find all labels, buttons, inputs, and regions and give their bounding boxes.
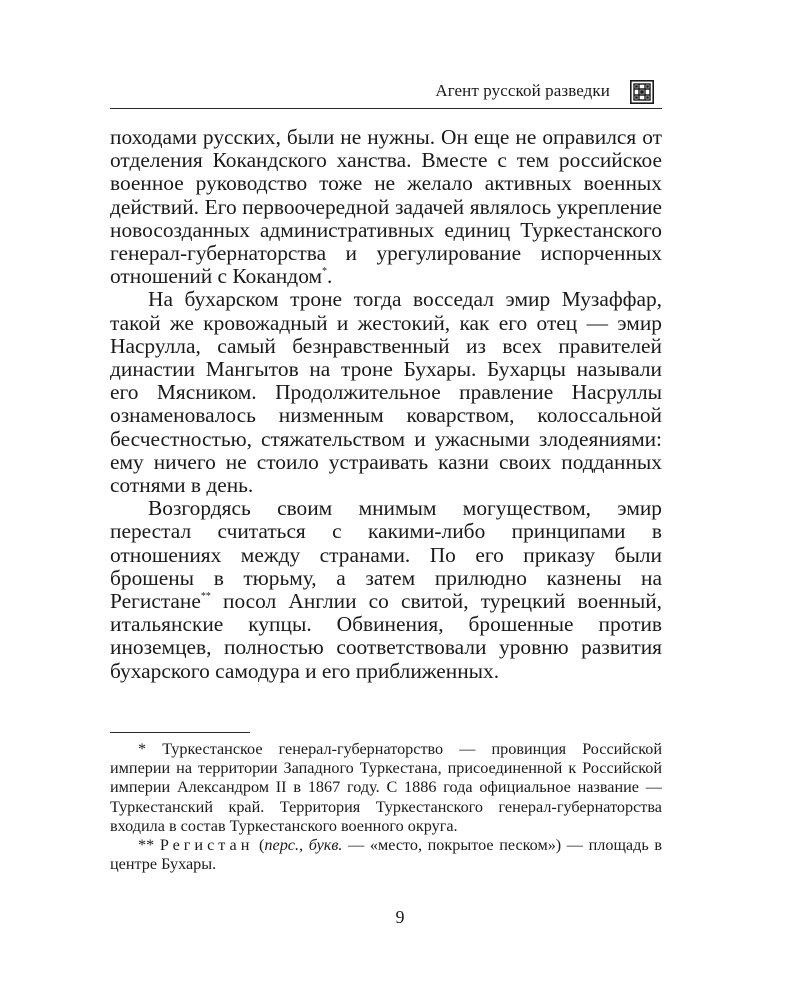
- footnote-2-mark: **: [138, 836, 155, 855]
- main-text: [110, 126, 662, 683]
- paragraph-1-text: походами русских, были не нужны. Он еще не оправился от отделения Кокандского ханства. Вместе с тем российское военное руководство тоже не желало активных военных действий. Его первоочередной задачей являлось укрепление новосозданных административных единиц Туркестанского генерал-губернаторства и урегулирование испорченных отношений с Кокандом: [110, 125, 662, 289]
- footnote-2-term: Регистан: [159, 836, 254, 855]
- footnote-2-abbreviation: перс., букв.: [264, 836, 343, 855]
- footnotes: [110, 740, 662, 874]
- paragraph-3-text-end: посол Англии со свитой, турецкий военный, итальянские купцы. Обвинения, брошенные против иноземцев, полностью соответствовали уровню развития бухарского самодура и его приближенных.: [110, 589, 662, 683]
- paragraph-3-text-start: Возгордясь своим мнимым могуществом, эмир перестал считаться с какими-либо принципами в отношениях между странами. По его приказу были брошены в тюрьму, а затем прилюдно казнены на Регистане: [110, 496, 662, 614]
- running-title: Агент русской разведки: [435, 81, 610, 100]
- header-rule: [110, 108, 662, 109]
- footnote-2: [110, 836, 662, 874]
- paragraph-1-end: .: [327, 264, 333, 289]
- running-head: [110, 78, 662, 108]
- paragraph-2-text: На бухарском троне тогда восседал эмир Музаффар, такой же кровожадный и жестокий, как его отец — эмир Насрулла, самый безнравственный из всех правителей династии Мангытов на троне Бухары. Бухарцы называли его Мясником. Продолжительное правление Насруллы ознаменовалось низменным коварством, колоссальной бесчестностью, стяжательством и ужасными злодеяниями: ему ничего не стоило устраивать казни своих подданных сотнями в день.: [110, 287, 662, 498]
- footnote-1: * Туркестанское генерал-губернаторство — провинция Российской империи на территории Западного Туркестана, присоединенной к Российской империи Александром II в 1867 году. С 1886 года официальное название — Туркестанский край. Территория Туркестанского генерал-губернаторства входила в состав Туркестанского военного округа.: [110, 740, 662, 835]
- page-number: 9: [395, 907, 405, 927]
- footnote-2-gloss: — «место, покрытое песком») — площадь в центре Бухары.: [110, 836, 662, 874]
- footnote-ref-2: **: [200, 591, 211, 603]
- paragraph-1: [110, 126, 662, 288]
- paragraph-2: [110, 288, 662, 497]
- square-knot-ornament-icon: [630, 80, 654, 104]
- footnote-ref-1: *: [322, 266, 328, 278]
- footnote-2-open: (: [253, 836, 265, 855]
- footnote-rule: [110, 732, 250, 733]
- paragraph-3: [110, 497, 662, 683]
